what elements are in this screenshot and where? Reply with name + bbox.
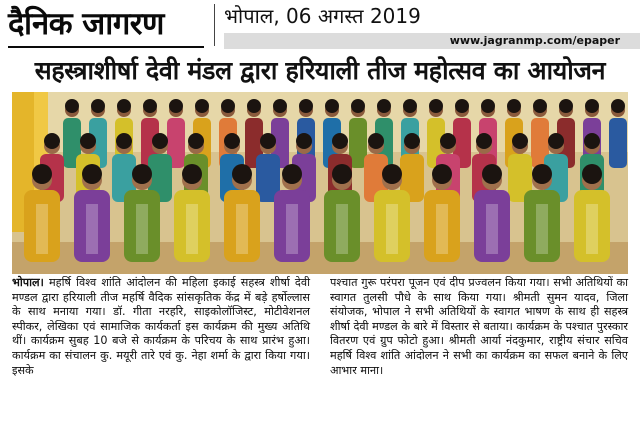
front-row-drape	[236, 204, 248, 254]
article-column-1-text: महर्षि विश्व शांति आंदोलन की महिला इकाई सहस्त्र शीर्षा देवी मण्डल द्वारा हरियाली तीज महर्षि वैदिक सांसकृतिक केंद्र में बड़े हर्षोल्लास के साथ मनाया गया। डॉ. गीता नरहरि, साइकोलॉजिस्ट, मोटीवेशनल स्पीकर, लेखिका एवं सामाजिक कार्यकर्ता इस कार्यक्रम की मुख्य अतिथि थीं। कार्यक्रम सुबह 10 बजे से कार्यक्रम के परिचय के साथ प्रारंभ हुआ। कार्यक्रम का संचालन कु. मयूरी तारे एवं कु. नेहा शर्मा के द्वारा किया गया। इसके	[12, 276, 310, 377]
middle-row-hair	[116, 133, 132, 149]
back-row-hair	[585, 99, 599, 113]
epaper-url[interactable]: www.jagranmp.com/epaper	[449, 34, 620, 47]
front-row-hair	[282, 164, 302, 184]
front-row-hair	[132, 164, 152, 184]
back-row-hair	[65, 99, 79, 113]
back-row-hair	[117, 99, 131, 113]
middle-row-hair	[44, 133, 60, 149]
back-row-hair	[91, 99, 105, 113]
middle-row-hair	[440, 133, 456, 149]
front-row-drape	[486, 204, 498, 254]
newspaper-logo: दैनिक जागरण	[8, 6, 164, 42]
article-dateline-place: भोपाल।	[12, 276, 44, 289]
middle-row-hair	[224, 133, 240, 149]
front-row-hair	[482, 164, 502, 184]
middle-row-hair	[296, 133, 312, 149]
front-row-drape	[386, 204, 398, 254]
back-row-person	[609, 118, 627, 168]
back-row-hair	[533, 99, 547, 113]
front-row-drape	[286, 204, 298, 254]
front-row-drape	[186, 204, 198, 254]
middle-row-hair	[188, 133, 204, 149]
middle-row-hair	[512, 133, 528, 149]
middle-row-hair	[332, 133, 348, 149]
front-row-hair	[582, 164, 602, 184]
front-row-drape	[436, 204, 448, 254]
front-row-drape	[86, 204, 98, 254]
back-row-hair	[559, 99, 573, 113]
front-row-drape	[336, 204, 348, 254]
front-row-hair	[432, 164, 452, 184]
front-row-drape	[36, 204, 48, 254]
front-row-hair	[232, 164, 252, 184]
front-row-drape	[536, 204, 548, 254]
front-row-hair	[32, 164, 52, 184]
back-row-hair	[143, 99, 157, 113]
back-row-hair	[273, 99, 287, 113]
back-row-hair	[325, 99, 339, 113]
back-row-hair	[169, 99, 183, 113]
middle-row-hair	[404, 133, 420, 149]
back-row-hair	[403, 99, 417, 113]
masthead	[0, 0, 640, 50]
front-row-hair	[332, 164, 352, 184]
back-row-hair	[299, 99, 313, 113]
front-row-hair	[382, 164, 402, 184]
front-row-hair	[82, 164, 102, 184]
back-row-hair	[455, 99, 469, 113]
back-row-hair	[247, 99, 261, 113]
front-row-drape	[136, 204, 148, 254]
back-row-hair	[195, 99, 209, 113]
middle-row-hair	[260, 133, 276, 149]
back-row-hair	[507, 99, 521, 113]
back-row-hair	[611, 99, 625, 113]
back-row-hair	[351, 99, 365, 113]
back-row-hair	[481, 99, 495, 113]
middle-row-hair	[476, 133, 492, 149]
article-column-2: पश्चात गुरू परंपरा पूजन एवं दीप प्रज्वलन किया गया। सभी अतिथियों का स्वागत तुलसी पौधे के साथ किया गया। श्रीमती सुमन यादव, जिला संयोजक, भोपाल ने सभी अतिथियों के स्वागत भाषण के साथ ही सहस्त्र शीर्षा देवी मण्डल के बारे में विस्तार से बताया। कार्यक्रम के पश्चात पुरस्कार वितरण एवं ग्रुप फोटो हुआ। श्रीमती आर्या नंदकुमार, राष्ट्रीय संचार सचिव महर्षि विश्व शांति आंदोलन ने सभी का कार्यक्रम का सफल बनाने के लिए आभार माना।	[330, 276, 628, 377]
front-row-hair	[532, 164, 552, 184]
front-row-hair	[182, 164, 202, 184]
middle-row-hair	[584, 133, 600, 149]
group-photo	[12, 92, 628, 274]
dateline: भोपाल, 06 अगस्त 2019	[224, 4, 421, 28]
masthead-divider	[214, 4, 215, 46]
url-band	[224, 33, 640, 49]
article-headline: सहस्त्राशीर्षा देवी मंडल द्वारा हरियाली तीज महोत्सव का आयोजन	[34, 56, 606, 85]
middle-row-hair	[548, 133, 564, 149]
middle-row-hair	[368, 133, 384, 149]
back-row-hair	[377, 99, 391, 113]
middle-row-hair	[80, 133, 96, 149]
back-row-hair	[221, 99, 235, 113]
article-body	[12, 276, 628, 426]
front-row-drape	[586, 204, 598, 254]
article-column-1	[12, 276, 310, 378]
logo-underline	[8, 46, 204, 48]
back-row-hair	[429, 99, 443, 113]
middle-row-hair	[152, 133, 168, 149]
